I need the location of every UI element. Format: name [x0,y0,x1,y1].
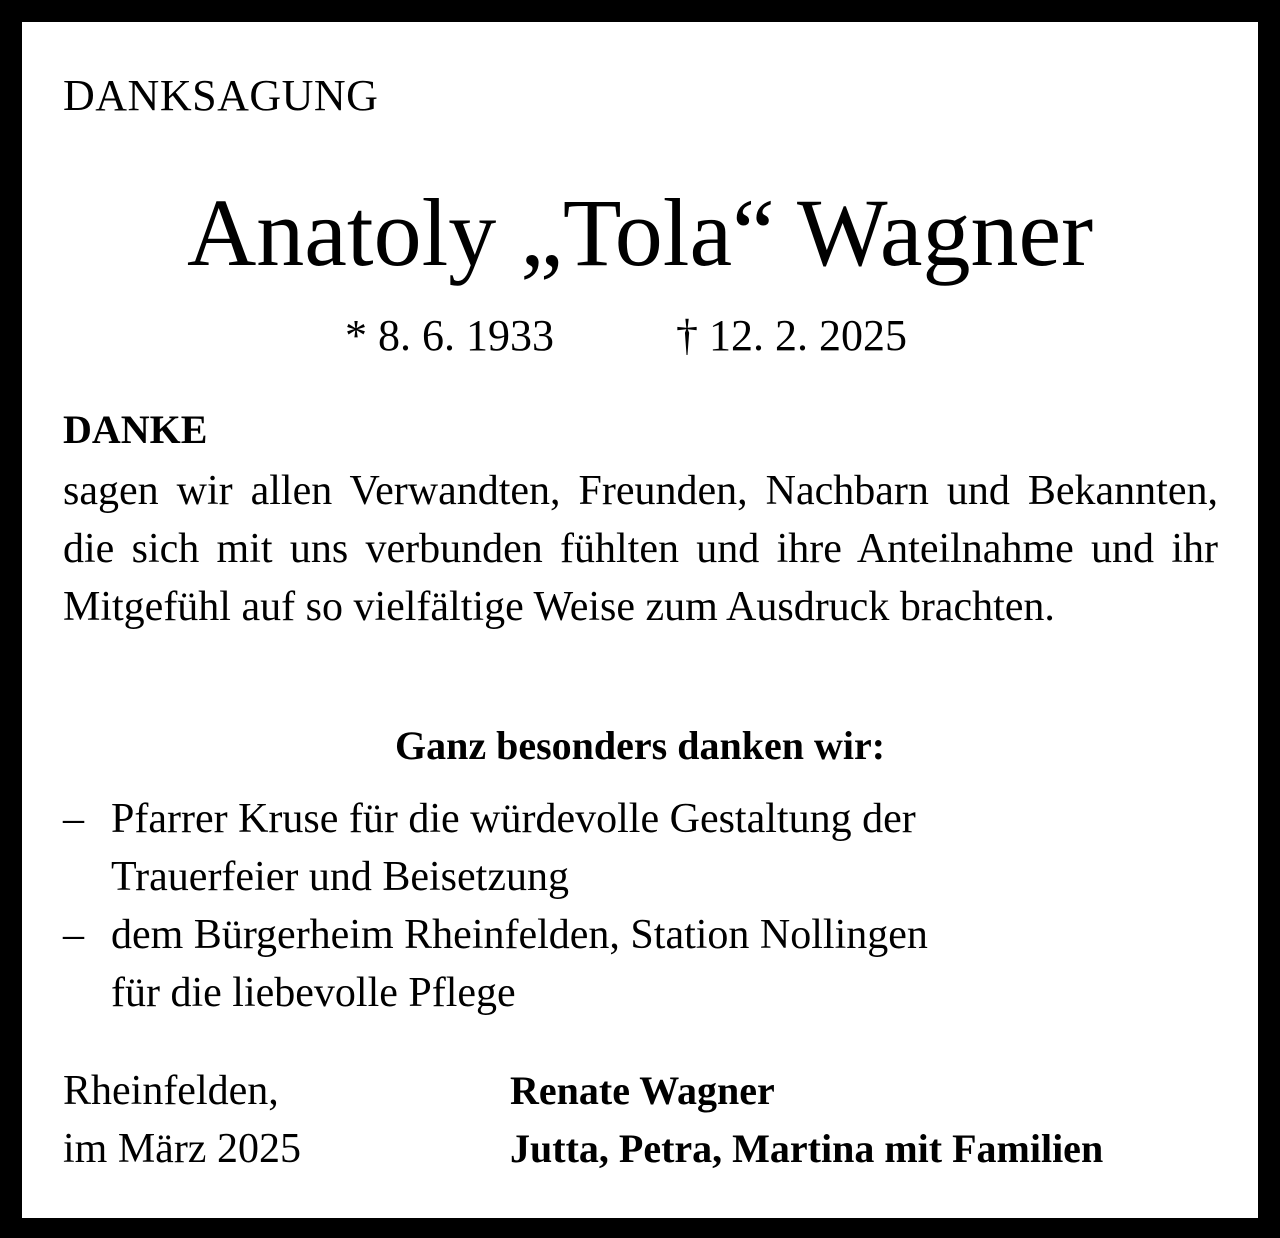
death-date: † 12. 2. 2025 [676,311,907,360]
list-bullet: – [63,796,84,842]
list-item-line: Pfarrer Kruse für die würdevolle Gestaltung der [111,796,916,842]
place: Rheinfelden, [63,1068,279,1114]
signer-family: Jutta, Petra, Martina mit Familien [510,1126,1104,1171]
list-item [63,790,1163,906]
list-item-line: dem Bürgerheim Rheinfelden, Station Nollingen [111,912,928,958]
special-thanks-list [63,790,1163,1022]
signers [510,1062,1103,1178]
birth-date: * 8. 6. 1933 [345,311,554,360]
special-thanks-title: Ganz besonders danken wir: [394,723,886,768]
list-item [63,906,1163,1022]
deceased-name: Anatoly „Tola“ Wagner [186,179,1094,286]
notice-heading: DANKSAGUNG [63,71,379,120]
thanks-text: sagen wir allen Verwandten, Freunden, Nachbarn und Bekannten, die sich mit uns verbunden fühlten und ihre Anteilnahme und ihr Mitgefühl auf so vielfältige Weise zum Ausdruck brachten. [63,468,1218,630]
place-and-date [63,1062,301,1178]
signer-primary: Renate Wagner [510,1068,775,1113]
date: im März 2025 [63,1126,301,1172]
list-item-line: Trauerfeier und Beisetzung [111,854,569,900]
list-item-line: für die liebevolle Pflege [111,970,516,1016]
thanks-title: DANKE [63,407,208,452]
list-bullet: – [63,912,84,958]
